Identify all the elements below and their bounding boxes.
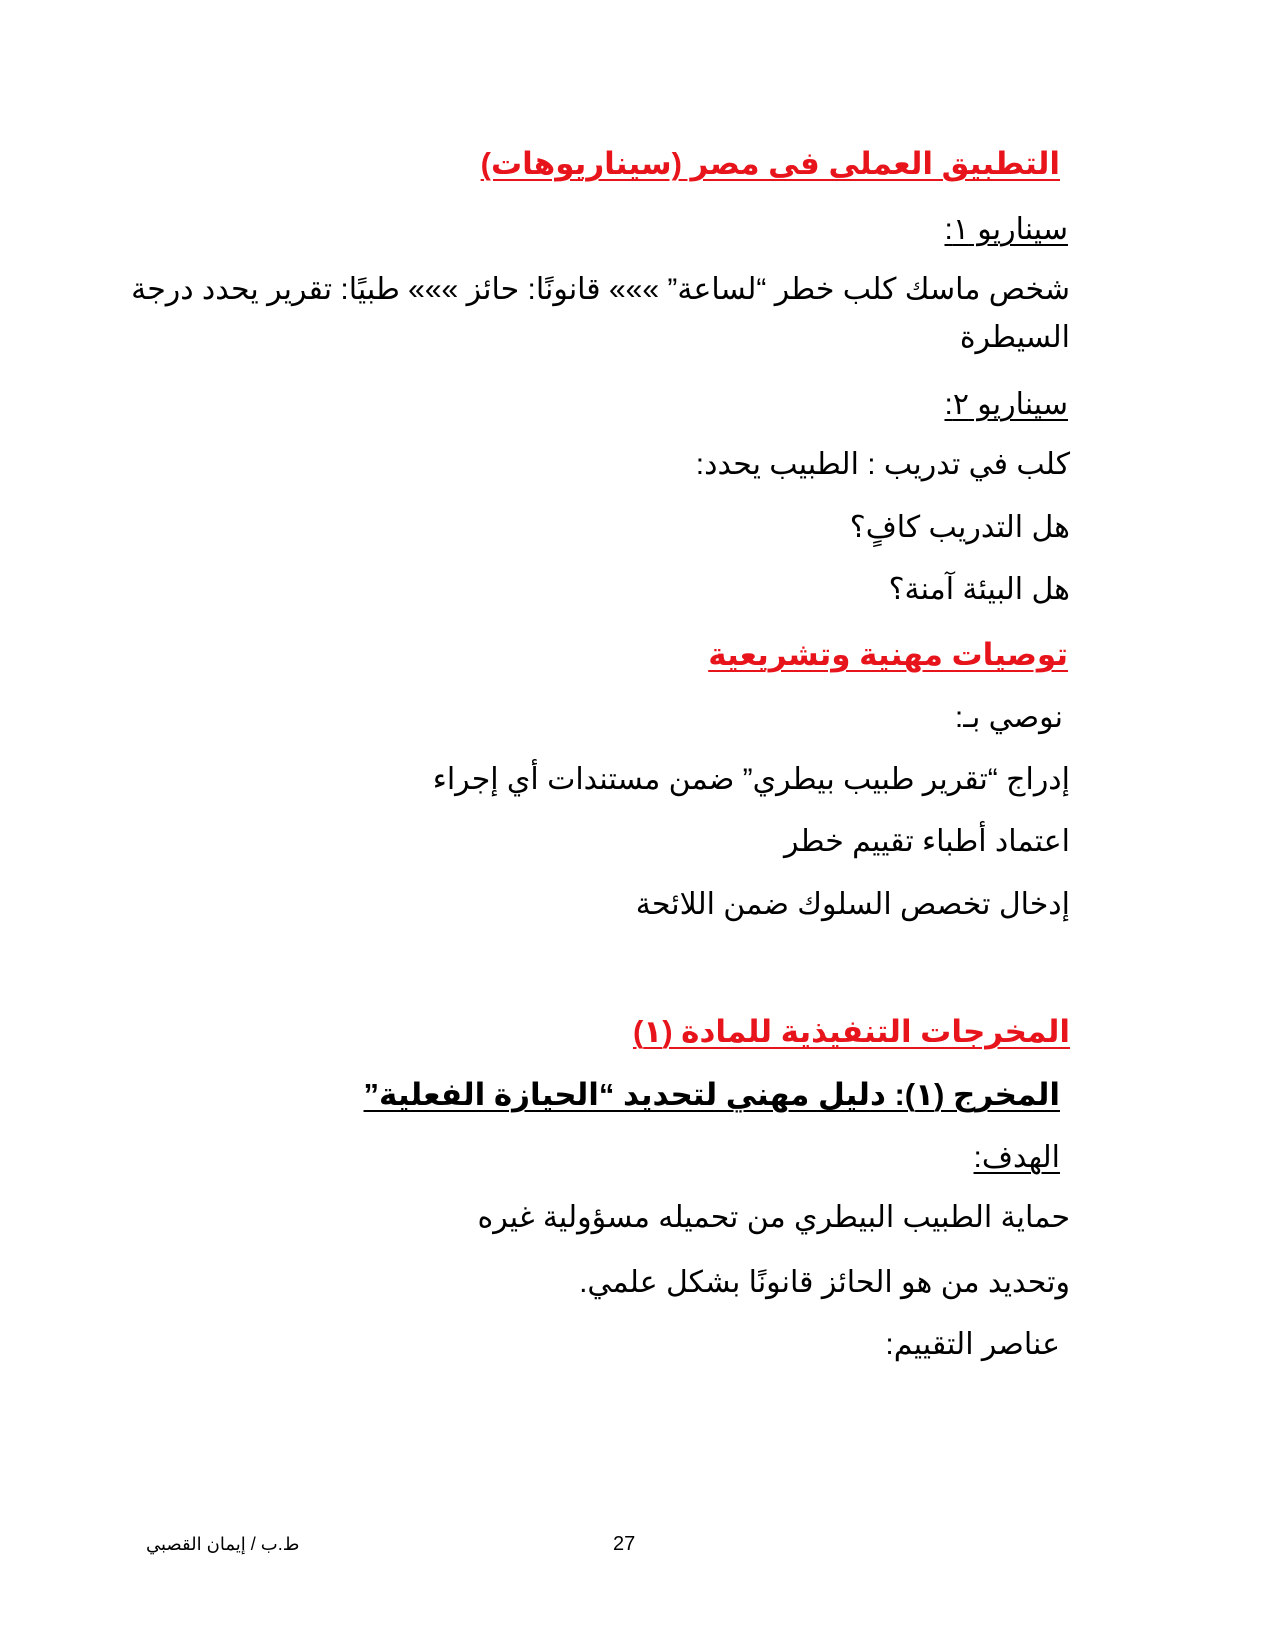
scenario-1-text-line-1: شخص ماسك كلب خطر “لساعة” »»» قانونًا: حائز »»» طبيًا: تقرير يحدد درجة [131, 273, 1070, 306]
recommendation-item-1: إدراج “تقرير طبيب بيطري” ضمن مستندات أي إجراء [432, 763, 1070, 796]
goal-line-1: حماية الطبيب البيطري من تحميله مسؤولية غيره [477, 1201, 1070, 1234]
footer-author: ط.ب / إيمان القصبي [146, 1534, 300, 1554]
scenario-2-line-3: هل البيئة آمنة؟ [888, 573, 1070, 606]
output-1-heading: المخرج (١): دليل مهني لتحديد “الحيازة الفعلية” [363, 1077, 1060, 1112]
section-heading-egypt-scenarios: التطبيق العملى فى مصر (سيناريوهات) [480, 146, 1060, 181]
page-number: 27 [613, 1533, 636, 1555]
section-heading-recommendations: توصيات مهنية وتشريعية [708, 637, 1068, 672]
scenario-2-line-1: كلب في تدريب : الطبيب يحدد: [695, 448, 1070, 481]
scenario-1-title: سيناريو ١: [944, 213, 1068, 246]
goal-line-2: وتحديد من هو الحائز قانونًا بشكل علمي. [579, 1266, 1070, 1299]
scenario-2-title: سيناريو ٢: [944, 388, 1068, 421]
evaluation-elements-label: عناصر التقييم: [885, 1328, 1060, 1361]
scenario-1-text-line-2: السيطرة [959, 321, 1070, 354]
scenario-2-line-2: هل التدريب كافٍ؟ [849, 511, 1070, 544]
recommendation-item-3: إدخال تخصص السلوك ضمن اللائحة [635, 888, 1070, 921]
goal-label: الهدف: [973, 1141, 1060, 1174]
recommendation-item-2: اعتماد أطباء تقييم خطر [784, 825, 1070, 858]
recommendations-intro: نوصي بـ: [954, 701, 1063, 734]
section-heading-outputs: المخرجات التنفيذية للمادة (١) [632, 1014, 1070, 1049]
